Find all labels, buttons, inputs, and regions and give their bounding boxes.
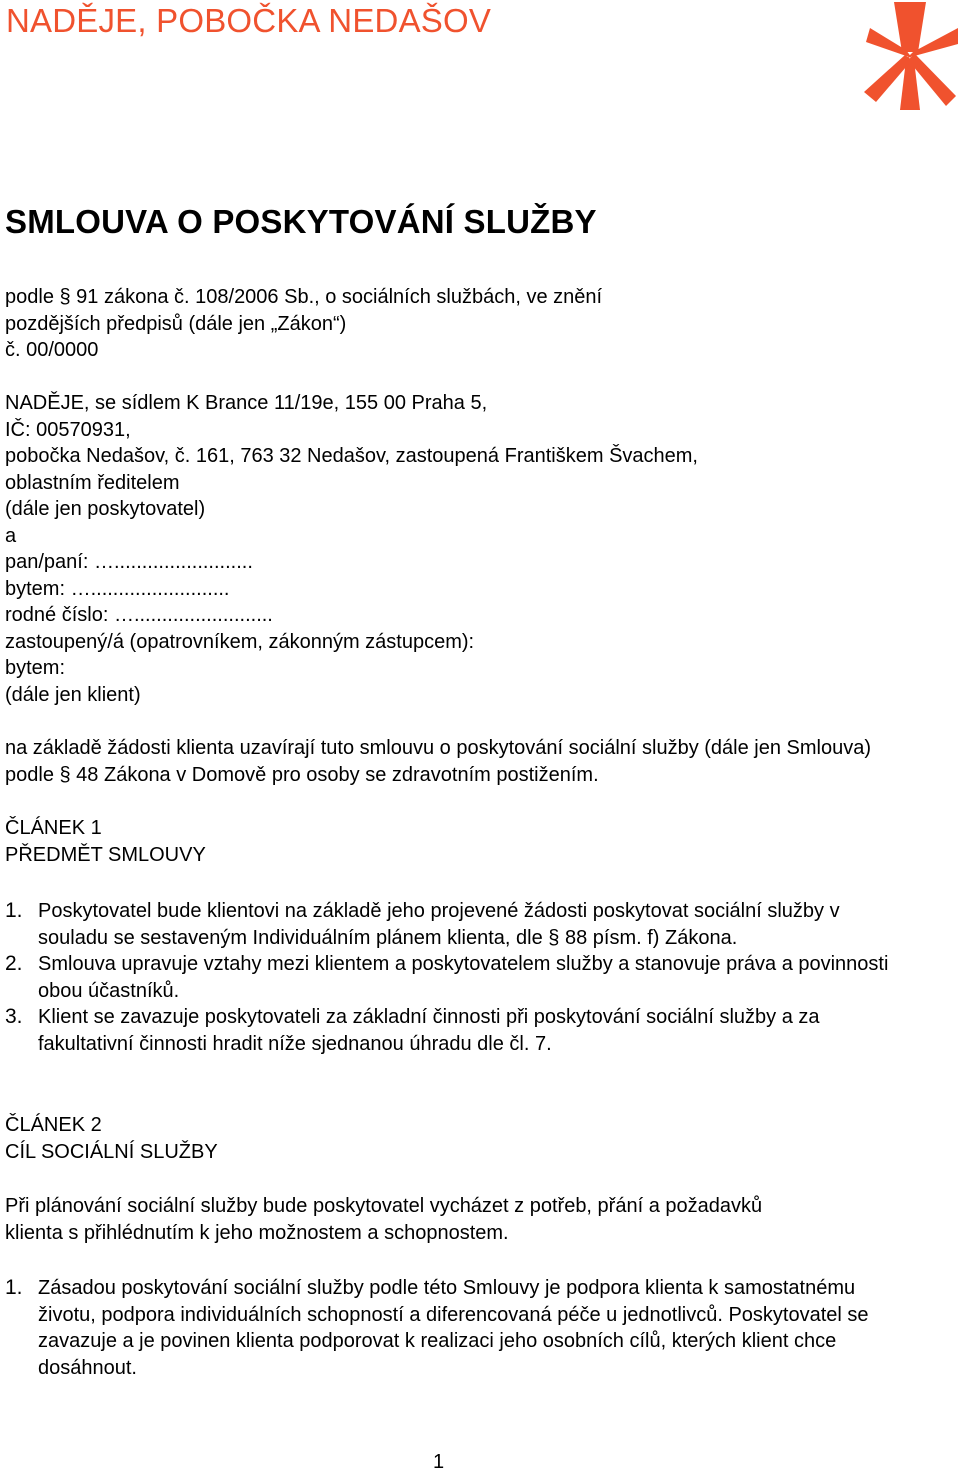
provider-address: NADĚJE, se sídlem K Brance 11/19e, 155 00 Praha 5,	[5, 392, 488, 414]
article-number: ČLÁNEK 1	[5, 817, 102, 839]
branch-address: pobočka Nedašov, č. 161, 763 32 Nedašov, zastoupená Františkem Švachem,	[5, 445, 698, 467]
list-item-text: Zásadou poskytování sociální služby podle této Smlouvy je podpora klienta k samostatnému životu, podpora individuálních schopností a diferencovaná péče u jednotlivců. Poskytovatel se zavazuje a je povinen klienta podporovat k realizaci jeho osobních cílů, kterých klient chce dosáhnout.	[38, 1277, 869, 1379]
conjunction: a	[5, 524, 17, 547]
list-item-text: Poskytovatel bude klientovi na základě jeho projevené žádosti poskytovat sociální služby v souladu se sestaveným Individuálním plánem klienta, dle § 88 písm. f) Zákona.	[38, 900, 840, 949]
provider-alias: (dále jen poskytovatel)	[5, 498, 206, 520]
representative-role: oblastním ředitelem	[5, 471, 180, 494]
provider-id: IČ: 00570931,	[5, 418, 131, 441]
article-heading	[5, 1112, 218, 1166]
list-item-text: Smlouva upravuje vztahy mezi klientem a poskytovatelem služby a stanovuje práva a povinnosti obou účastníků.	[38, 953, 889, 1002]
article-title: PŘEDMĚT SMLOUVY	[5, 844, 206, 866]
article-2-intro: Při plánování sociální služby bude poskytovatel vycházet z potřeb, přání a požadavků klienta s přihlédnutím k jeho možnostem a schopnostem.	[5, 1195, 763, 1244]
list-item-text: Klient se zavazuje poskytovateli za základní činnosti při poskytování sociální služby a za fakultativní činnosti hradit níže sjednanou úhradu dle čl. 7.	[38, 1006, 820, 1055]
client-representative-field: zastoupený/á (opatrovníkem, zákonným zástupcem):	[5, 630, 475, 653]
article-number: ČLÁNEK 2	[5, 1114, 102, 1136]
article-heading	[5, 815, 206, 869]
list-item	[5, 1004, 905, 1057]
list-item-number: 3.	[5, 1005, 23, 1028]
legal-basis-line: podle § 91 zákona č. 108/2006 Sb., o sociálních službách, ve znění	[5, 286, 603, 308]
legal-basis	[5, 284, 602, 364]
list-item	[5, 898, 905, 951]
list-item-number: 1.	[5, 899, 23, 922]
list-item-number: 2.	[5, 952, 23, 975]
article-title: CÍL SOCIÁLNÍ SLUŽBY	[5, 1141, 218, 1163]
organization-name: NADĚJE, POBOČKA NEDAŠOV	[6, 2, 492, 39]
article-2-list	[5, 1275, 885, 1381]
legal-basis-line: pozdějších předpisů (dále jen „Zákon“)	[5, 312, 347, 335]
preamble-paragraph: na základě žádosti klienta uzavírají tuto smlouvu o poskytování sociální služby (dále jen Smlouva) podle § 48 Zákona v Domově pro osoby se zdravotním postižením.	[5, 737, 872, 786]
list-item-number: 1.	[5, 1276, 23, 1299]
list-item	[5, 951, 905, 1004]
client-birth-number-field: rodné číslo: ….........................	[5, 604, 273, 626]
contract-number: č. 00/0000	[5, 339, 99, 361]
contract-parties	[5, 390, 698, 708]
client-address-field: bytem: ….........................	[5, 577, 230, 600]
representative-address-field: bytem:	[5, 657, 66, 679]
client-name-field: pan/paní: ….........................	[5, 551, 253, 573]
client-alias: (dále jen klient)	[5, 683, 141, 706]
article-1-list	[5, 898, 905, 1057]
list-item	[5, 1275, 885, 1381]
nadeje-logo-icon	[860, 0, 960, 112]
document-title: SMLOUVA O POSKYTOVÁNÍ SLUŽBY	[5, 203, 597, 240]
page-number: 1	[432, 1451, 445, 1473]
